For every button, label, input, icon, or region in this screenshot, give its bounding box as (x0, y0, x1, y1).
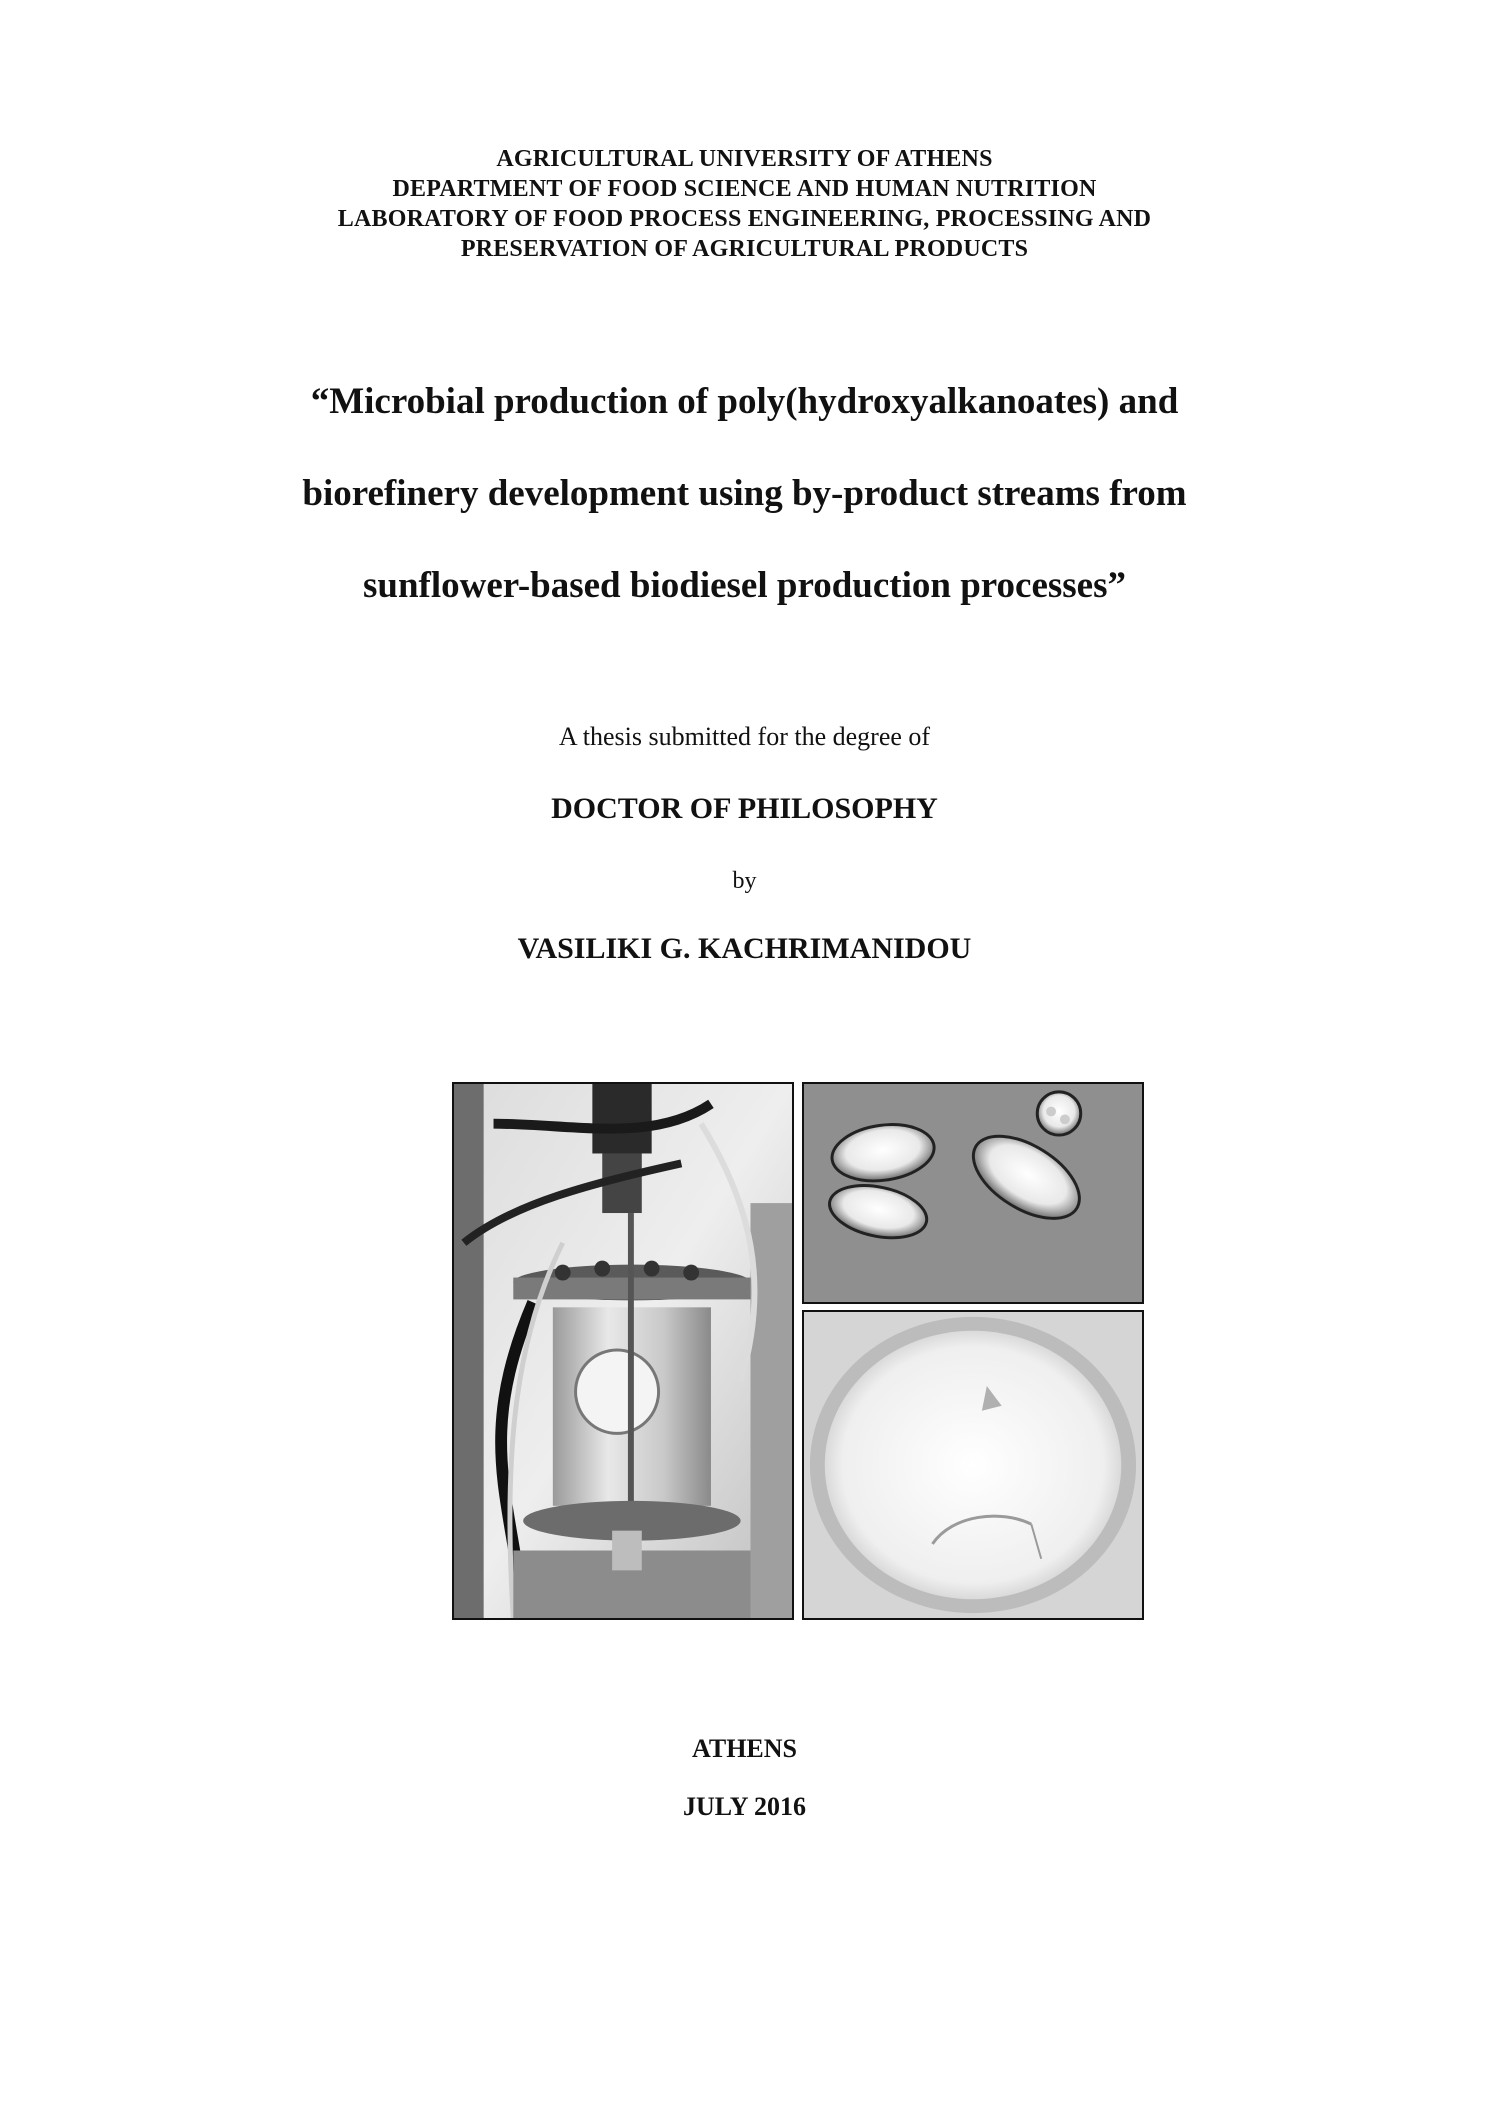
author-name: VASILIKI G. KACHRIMANIDOU (517, 932, 972, 965)
polymer-film-photo (802, 1310, 1144, 1620)
cells-illustration (804, 1084, 1142, 1302)
department-name: DEPARTMENT OF FOOD SCIENCE AND HUMAN NUTRITION (392, 176, 1097, 202)
institution-header (0, 144, 1489, 264)
thesis-title-line1: “Microbial production of poly(hydroxyalkanoates) and (310, 381, 1179, 422)
thesis-title-line2: biorefinery development using by-product streams from (302, 473, 1187, 514)
place-of-submission: ATHENS (692, 1734, 797, 1763)
laboratory-name-line1: LABORATORY OF FOOD PROCESS ENGINEERING, PROCESSING AND (337, 206, 1152, 232)
bioreactor-illustration (454, 1084, 792, 1618)
submission-statement: A thesis submitted for the degree of (558, 722, 931, 751)
degree-name: DOCTOR OF PHILOSOPHY (551, 792, 938, 825)
petri-dish-illustration (804, 1312, 1142, 1618)
microscopy-photo (802, 1082, 1144, 1304)
thesis-title-line3: sunflower-based biodiesel production processes” (362, 565, 1127, 606)
submission-date: JULY 2016 (682, 1792, 807, 1821)
laboratory-name-line2: PRESERVATION OF AGRICULTURAL PRODUCTS (460, 236, 1029, 262)
thesis-title (0, 356, 1489, 632)
bioreactor-photo (452, 1082, 794, 1620)
by-label: by (732, 868, 757, 894)
university-name: AGRICULTURAL UNIVERSITY OF ATHENS (496, 146, 993, 172)
